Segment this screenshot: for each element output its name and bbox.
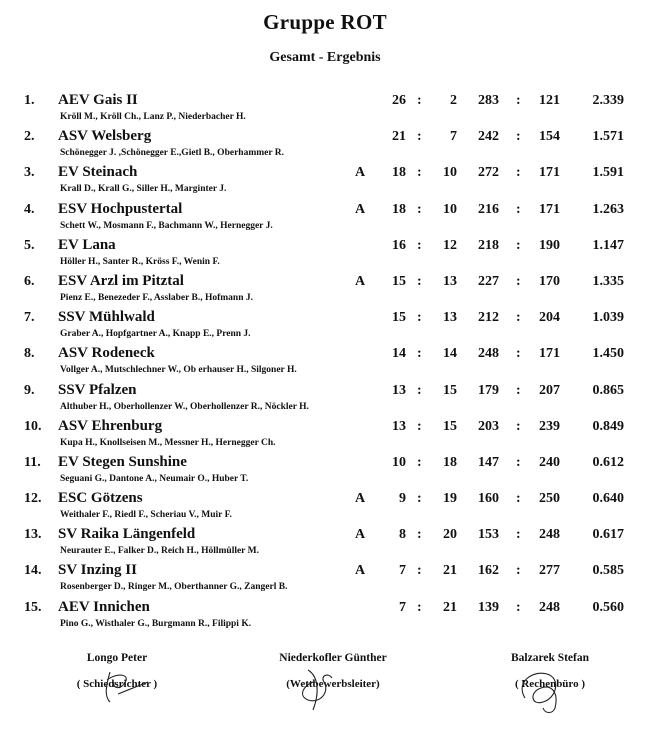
- points-lost: 10: [443, 165, 457, 181]
- score-separator: :: [516, 382, 521, 398]
- team-name: ESV Arzl im Pitztal: [58, 272, 184, 289]
- points-lost: 15: [443, 418, 457, 434]
- score-for: 212: [478, 310, 499, 326]
- rank: 1.: [24, 93, 35, 108]
- team-name: ASV Welsberg: [58, 128, 152, 145]
- team-name: EV Stegen Sunshine: [58, 453, 187, 470]
- score-separator: :: [516, 599, 521, 615]
- points-won: 16: [392, 237, 406, 253]
- points-won: 13: [392, 418, 406, 434]
- team-players: Höller H., Santer R., Kröss F., Wenin F.: [60, 256, 220, 267]
- score-against: 207: [539, 382, 560, 398]
- points-separator: :: [417, 527, 422, 543]
- score-against: 240: [539, 454, 560, 470]
- table-row: [0, 560, 650, 596]
- points-won: 26: [392, 93, 406, 108]
- country-flag: A: [355, 563, 366, 579]
- rank: 6.: [24, 273, 35, 289]
- points-separator: :: [417, 563, 422, 579]
- team-players: Kröll M., Kröll Ch., Lanz P., Niederbacher H.: [60, 112, 246, 122]
- points-lost: 21: [443, 563, 457, 579]
- score-for: 160: [478, 491, 499, 507]
- table-row: [0, 162, 650, 198]
- table-row: [0, 126, 650, 162]
- signature-name: Niederkofler Günther: [279, 652, 387, 664]
- points-won: 18: [392, 165, 406, 181]
- country-flag: A: [355, 165, 366, 181]
- team-name: EV Steinach: [58, 164, 138, 181]
- signature-role: ( Schiedsrichter ): [76, 678, 158, 690]
- points-won: 14: [392, 346, 406, 362]
- score-for: 283: [478, 93, 499, 108]
- points-won: 7: [399, 599, 406, 615]
- score-separator: :: [516, 346, 521, 362]
- rank: 5.: [24, 237, 35, 253]
- team-name: ASV Ehrenburg: [58, 417, 163, 434]
- quotient: 0.617: [592, 527, 624, 543]
- points-separator: :: [417, 454, 422, 470]
- score-against: 171: [539, 165, 560, 181]
- points-separator: :: [417, 310, 422, 326]
- score-against: 190: [539, 237, 560, 253]
- points-separator: :: [417, 129, 422, 145]
- team-players: Rosenberger D., Ringer M., Oberthanner G., Zangerl B.: [60, 582, 288, 593]
- points-separator: :: [417, 273, 422, 289]
- rank: 14.: [24, 563, 42, 579]
- team-name: AEV Gais II: [58, 92, 138, 108]
- team-name: AEV Innichen: [58, 598, 150, 615]
- score-separator: :: [516, 237, 521, 253]
- team-name: SV Raika Längenfeld: [58, 526, 196, 543]
- team-players: Vollger A., Mutschlechner W., Ob erhauser H., Silgoner H.: [60, 365, 297, 376]
- table-row: [0, 524, 650, 560]
- score-for: 162: [478, 563, 499, 579]
- points-lost: 12: [443, 237, 457, 253]
- team-name: SSV Mühlwald: [58, 309, 155, 326]
- score-separator: :: [516, 563, 521, 579]
- quotient: 1.571: [592, 129, 624, 145]
- page-title: Gruppe ROT: [263, 10, 387, 34]
- score-for: 216: [478, 201, 499, 217]
- team-players: Neurauter E., Falker D., Reich H., Höllmüller M.: [60, 546, 259, 557]
- quotient: 0.612: [592, 454, 624, 470]
- points-won: 21: [392, 129, 406, 145]
- signature-role: ( Rechenbüro ): [514, 678, 586, 690]
- points-lost: 2: [450, 93, 457, 108]
- standings-table: [0, 90, 650, 633]
- score-for: 203: [478, 418, 499, 434]
- signature-block-competition-lead: [258, 652, 408, 690]
- score-against: 204: [539, 310, 560, 326]
- score-against: 171: [539, 346, 560, 362]
- team-players: Weithaler F., Riedl F., Scheriau V., Muir F.: [60, 510, 232, 521]
- country-flag: A: [355, 273, 366, 289]
- rank: 12.: [24, 491, 42, 507]
- score-separator: :: [516, 454, 521, 470]
- score-separator: :: [516, 165, 521, 181]
- points-lost: 13: [443, 273, 457, 289]
- rank: 4.: [24, 201, 35, 217]
- team-players: Schett W., Mosmann F., Bachmann W., Hernegger J.: [60, 220, 273, 231]
- score-against: 239: [539, 418, 560, 434]
- score-separator: :: [516, 201, 521, 217]
- team-name: ESC Götzens: [58, 490, 143, 507]
- points-separator: :: [417, 418, 422, 434]
- points-separator: :: [417, 201, 422, 217]
- table-row: [0, 452, 650, 488]
- points-lost: 21: [443, 599, 457, 615]
- table-row: [0, 199, 650, 235]
- points-won: 18: [392, 201, 406, 217]
- points-lost: 13: [443, 310, 457, 326]
- score-against: 248: [539, 599, 560, 615]
- table-row: [0, 597, 650, 633]
- quotient: 0.849: [592, 418, 624, 434]
- table-row: [0, 271, 650, 307]
- points-separator: :: [417, 382, 422, 398]
- score-for: 153: [478, 527, 499, 543]
- team-name: ESV Hochpustertal: [58, 200, 183, 217]
- points-lost: 10: [443, 201, 457, 217]
- signature-name: Balzarek Stefan: [510, 652, 590, 664]
- team-players: Schönegger J. ,Schönegger E.,Gietl B., Oberhammer R.: [60, 148, 285, 159]
- points-won: 8: [399, 527, 406, 543]
- rank: 10.: [24, 418, 42, 434]
- quotient: 1.263: [592, 201, 624, 217]
- team-players: Althuber H., Oberhollenzer W., Oberhollenzer R., Nöckler H.: [60, 401, 309, 412]
- score-for: 272: [478, 165, 499, 181]
- score-separator: :: [516, 129, 521, 145]
- team-players: Pino G., Wisthaler G., Burgmann R., Filippi K.: [60, 618, 252, 629]
- points-separator: :: [417, 165, 422, 181]
- table-row: [0, 380, 650, 416]
- points-lost: 7: [450, 129, 457, 145]
- score-for: 248: [478, 346, 499, 362]
- quotient: 1.147: [592, 237, 624, 253]
- signature-name: Longo Peter: [86, 652, 148, 664]
- rank: 9.: [24, 382, 35, 398]
- quotient: 1.335: [592, 273, 624, 289]
- points-separator: :: [417, 93, 422, 108]
- country-flag: A: [355, 527, 366, 543]
- score-separator: :: [516, 491, 521, 507]
- points-lost: 15: [443, 382, 457, 398]
- points-lost: 14: [443, 346, 457, 362]
- signature-role: (Wettbewerbsleiter): [286, 678, 380, 690]
- score-against: 277: [539, 563, 560, 579]
- table-row: [0, 488, 650, 524]
- score-separator: :: [516, 310, 521, 326]
- table-row: [0, 343, 650, 379]
- score-against: 170: [539, 273, 560, 289]
- quotient: 0.560: [592, 599, 624, 615]
- team-players: Kupa H., Knollseisen M., Messner H., Hernegger Ch.: [60, 437, 276, 448]
- quotient: 0.585: [592, 563, 624, 579]
- score-separator: :: [516, 93, 521, 108]
- points-lost: 20: [443, 527, 457, 543]
- points-won: 10: [392, 454, 406, 470]
- handwritten-signature-icon: [52, 652, 182, 712]
- score-against: 154: [539, 129, 560, 145]
- team-players: Pienz E., Benezeder F., Asslaber B., Hofmann J.: [60, 292, 253, 303]
- page-subtitle: Gesamt - Ergebnis: [269, 50, 381, 65]
- score-separator: :: [516, 273, 521, 289]
- rank: 8.: [24, 346, 35, 362]
- country-flag: A: [355, 201, 366, 217]
- rank: 13.: [24, 527, 42, 543]
- signature-block-calculation-office: [485, 652, 615, 690]
- team-name: EV Lana: [58, 236, 116, 253]
- points-lost: 18: [443, 454, 457, 470]
- points-separator: :: [417, 599, 422, 615]
- points-won: 9: [399, 491, 406, 507]
- score-for: 139: [478, 599, 499, 615]
- score-for: 227: [478, 273, 499, 289]
- rank: 15.: [24, 599, 42, 615]
- rank: 7.: [24, 310, 35, 326]
- score-for: 218: [478, 237, 499, 253]
- handwritten-signature-icon: [485, 652, 615, 722]
- quotient: 1.591: [592, 165, 624, 181]
- score-for: 147: [478, 454, 499, 470]
- team-name: SV Inzing II: [58, 562, 137, 579]
- table-row: [0, 307, 650, 343]
- rank: 11.: [24, 454, 41, 470]
- points-lost: 19: [443, 491, 457, 507]
- quotient: 1.039: [592, 310, 624, 326]
- score-against: 248: [539, 527, 560, 543]
- quotient: 2.339: [592, 93, 624, 108]
- score-separator: :: [516, 418, 521, 434]
- table-row: [0, 416, 650, 452]
- rank: 2.: [24, 129, 35, 145]
- score-for: 242: [478, 129, 499, 145]
- quotient: 0.865: [592, 382, 624, 398]
- points-separator: :: [417, 491, 422, 507]
- rank: 3.: [24, 165, 35, 181]
- team-players: Graber A., Hopfgartner A., Knapp E., Prenn J.: [60, 329, 251, 340]
- table-row: [0, 235, 650, 271]
- country-flag: A: [355, 491, 366, 507]
- quotient: 1.450: [592, 346, 624, 362]
- score-against: 171: [539, 201, 560, 217]
- points-separator: :: [417, 346, 422, 362]
- points-separator: :: [417, 237, 422, 253]
- team-players: Krall D., Krall G., Siller H., Marginter J.: [60, 184, 227, 195]
- points-won: 15: [392, 310, 406, 326]
- table-row: [0, 90, 650, 126]
- handwritten-signature-icon: [258, 652, 408, 722]
- points-won: 15: [392, 273, 406, 289]
- team-name: SSV Pfalzen: [58, 381, 137, 398]
- signature-block-referee: [52, 652, 182, 690]
- team-name: ASV Rodeneck: [58, 345, 155, 362]
- quotient: 0.640: [592, 491, 624, 507]
- score-against: 250: [539, 491, 560, 507]
- team-players: Seguani G., Dantone A., Neumair O., Huber T.: [60, 473, 249, 484]
- score-separator: :: [516, 527, 521, 543]
- points-won: 7: [399, 563, 406, 579]
- score-for: 179: [478, 382, 499, 398]
- points-won: 13: [392, 382, 406, 398]
- score-against: 121: [539, 93, 560, 108]
